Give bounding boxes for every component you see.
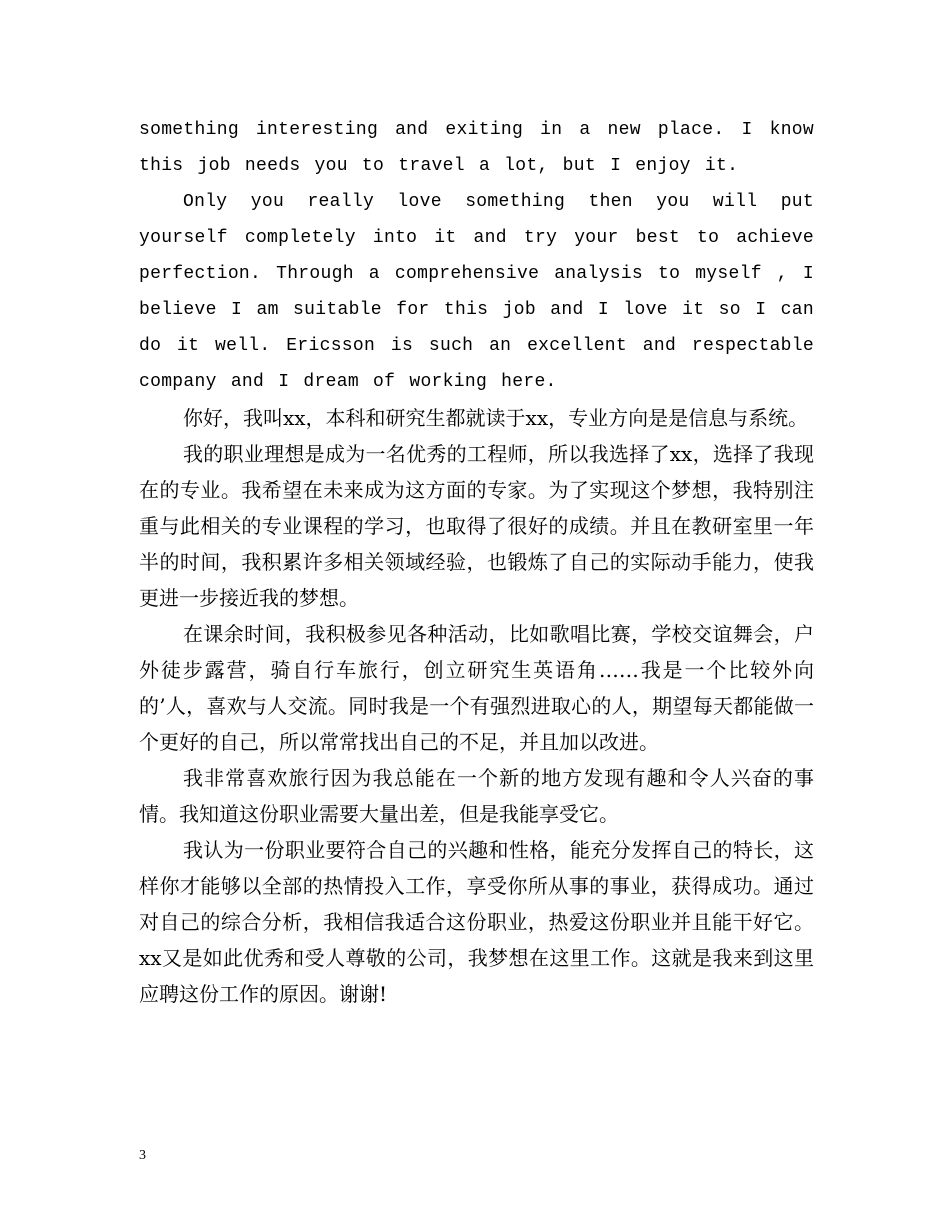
paragraph-introduction: 你好，我叫xx，本科和研究生都就读于xx，专业方向是是信息与系统。 <box>183 406 809 430</box>
paragraph-continuation: something interesting and exiting in a new place. I know this job needs you to travel a lot, but I enjoy it. <box>139 120 814 176</box>
paragraph-career-goal: 我的职业理想是成为一名优秀的工程师，所以我选择了xx，选择了我现在的专业。我希望在未来成为这方面的专家。为了实现这个梦想，我特别注重与此相关的专业课程的学习，也取得了很好的成绩。并且在教研室里一年半的时间，我积累许多相关领域经验，也锻炼了自己的实际动手能力，使我更进一步接近我的梦想。 <box>139 442 814 610</box>
paragraph-english-closing: Only you really love something then you will put yourself completely into it and try your best to achieve perfection. Through a comprehensive analysis to myself , I believe I am suitable for this job and I love it so I can do it well. Ericsson is such an excellent and respectable company and I dream of working here. <box>139 192 814 392</box>
paragraph-travel: 我非常喜欢旅行因为我总能在一个新的地方发现有趣和令人兴奋的事情。我知道这份职业需要大量出差，但是我能享受它。 <box>139 766 814 826</box>
paragraph-activities: 在课余时间，我积极参见各种活动，比如歌唱比赛，学校交谊舞会，户外徒步露营，骑自行车旅行，创立研究生英语角……我是一个比较外向的’人，喜欢与人交流。同时我是一个有强烈进取心的人，期望每天都能做一个更好的自己，所以常常找出自己的不足，并且加以改进。 <box>139 622 814 754</box>
paragraph-conclusion: 我认为一份职业要符合自己的兴趣和性格，能充分发挥自己的特长，这样你才能够以全部的热情投入工作，享受你所从事的事业，获得成功。通过对自己的综合分析，我相信我适合这份职业，热爱这份职业并且能干好它。xx又是如此优秀和受人尊敬的公司，我梦想在这里工作。这就是我来到这里应聘这份工作的原因。谢谢! <box>139 838 814 1006</box>
body-text <box>139 112 814 1012</box>
page-number: 3 <box>139 1148 146 1163</box>
